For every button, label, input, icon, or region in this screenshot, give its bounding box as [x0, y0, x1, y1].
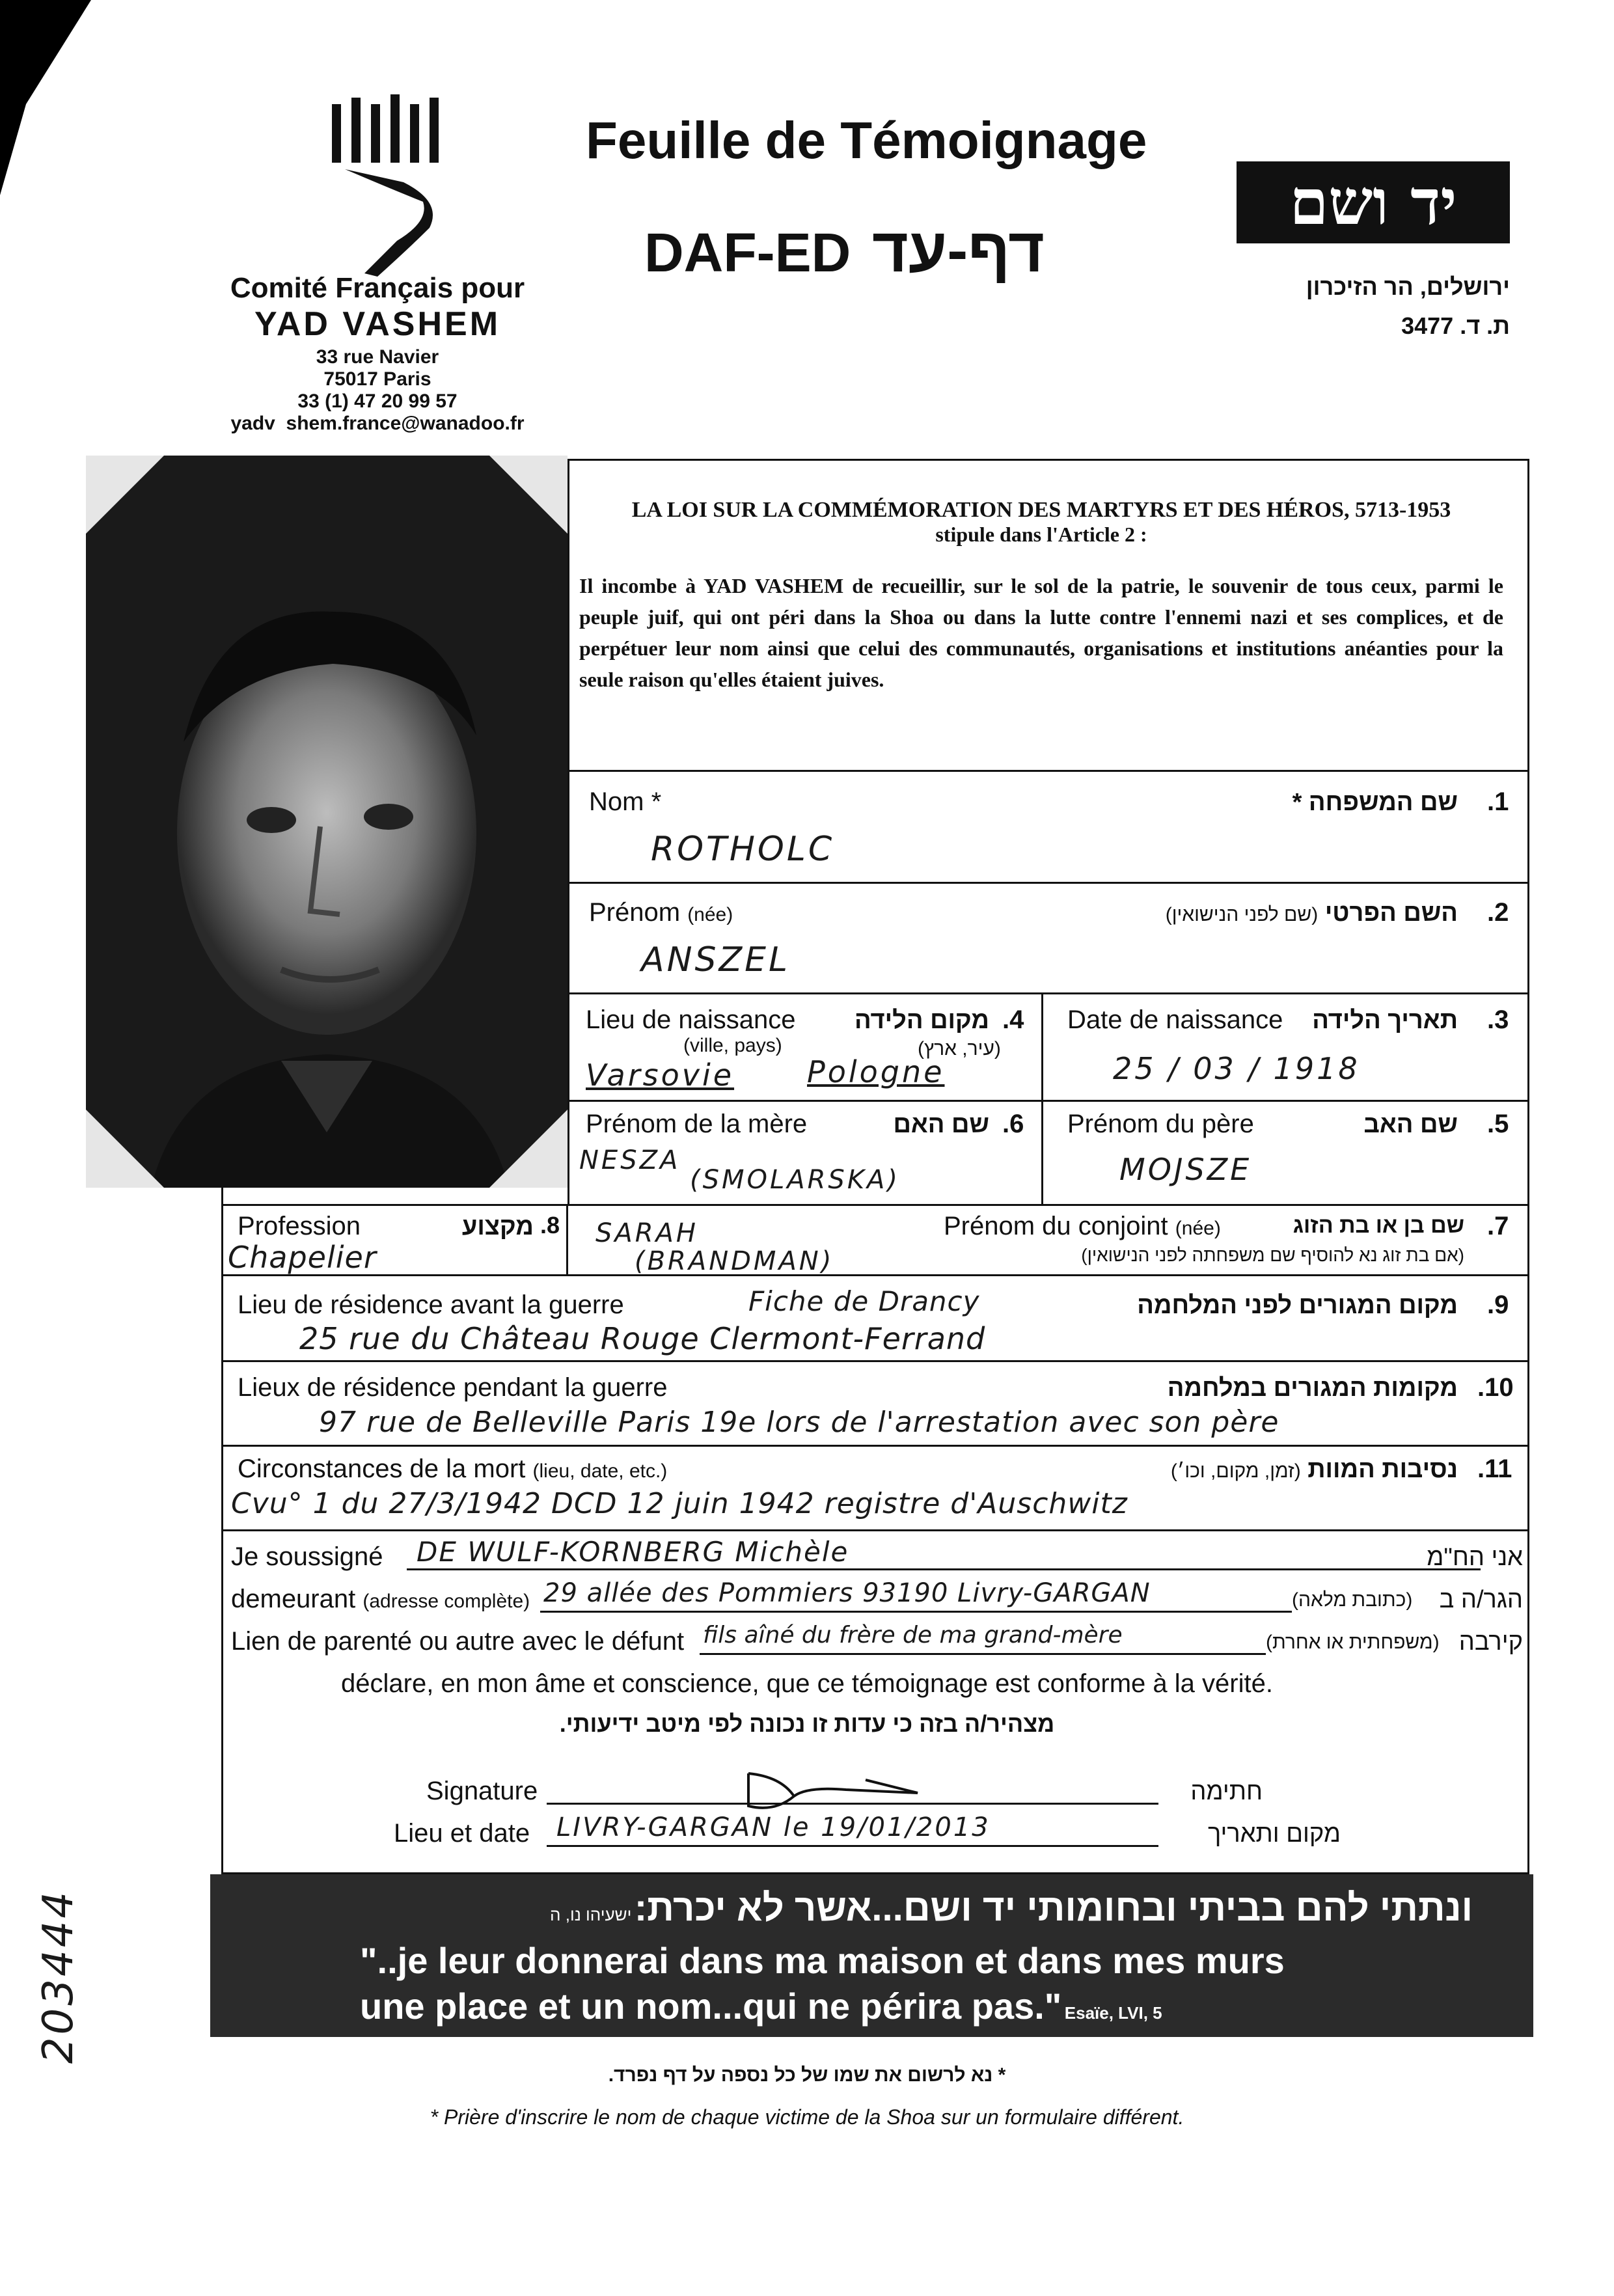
demeurant-label [231, 1585, 530, 1614]
field-prenom-heb [1106, 899, 1458, 927]
field-conjoint-label-small: (née) [1175, 1218, 1221, 1239]
field-residence-pendant-heb: מקומות המגורים במלחמה [1167, 1374, 1458, 1402]
field-mere-value1: NESZA [579, 1145, 681, 1175]
grid-line [221, 1445, 1529, 1447]
field-pere-label: Prénom du père [1067, 1110, 1254, 1138]
field-residence-avant-heb: מקום המגורים לפני המלחמה [1137, 1292, 1458, 1319]
page-title: Feuille de Témoignage [586, 111, 1147, 169]
committee-address2: 75017 Paris [323, 368, 431, 390]
field-lieu-naissance-num: .4 [1002, 1005, 1024, 1034]
field-date-naissance-value: 25 / 03 / 1918 [1113, 1051, 1360, 1086]
soussigne-value: DE WULF-KORNBERG Michèle [417, 1536, 849, 1568]
field-lieu-naissance-label: Lieu de naissance [586, 1005, 796, 1034]
lien-label: Lien de parenté ou autre avec le défunt [231, 1627, 685, 1656]
grid-line [221, 1360, 1529, 1362]
lieudate-value: LIVRY-GARGAN le 19/01/2013 [556, 1812, 991, 1842]
committee-line1: Comité Français pour [230, 272, 525, 304]
declare-fr: déclare, en mon âme et conscience, que ce témoignage est conforme à la vérité. [341, 1669, 1273, 1698]
field-date-naissance-heb: תאריך הלידה [1312, 1007, 1458, 1034]
demeurant-label-small: (adresse complète) [362, 1591, 530, 1612]
torn-corner [0, 0, 98, 208]
banner-fr-line1: "..je leur donnerai dans ma maison et dans mes murs [360, 1940, 1285, 1981]
field-circonstances-label [238, 1455, 667, 1484]
yad-vashem-emblem [325, 91, 456, 280]
field-lieu-naissance-country: Pologne [807, 1054, 945, 1089]
field-lieu-naissance-small: (ville, pays) [683, 1035, 782, 1056]
footer-heb-note: * נא לרשום את שמו של כל נספה על דף נפרד. [608, 2064, 1006, 2086]
committee-block [195, 272, 560, 435]
grid-line [568, 459, 569, 1204]
soussigne-line [407, 1568, 1481, 1570]
grid-line [568, 882, 1529, 884]
field-conjoint-heb-small: (אם בת זוג נא להוסיף שם משפחתה לפני הנישואין) [1081, 1245, 1464, 1265]
banner-fr-line2-text: une place et un nom...qui ne périra pas." [360, 1986, 1062, 2027]
field-residence-avant-value: 25 rue du Château Rouge Clermont-Ferrand [299, 1321, 986, 1356]
field-mere-label: Prénom de la mère [586, 1110, 808, 1138]
demeurant-heb: הגר/ה ב [1439, 1586, 1523, 1613]
lien-heb-small: (משפחתית או אחרת) [1266, 1632, 1440, 1653]
signature-heb: חתימה [1190, 1778, 1263, 1805]
field-mere-num: .6 [1002, 1110, 1024, 1138]
field-lieu-naissance-heb: מקום הלידה [855, 1007, 989, 1034]
lieudate-label: Lieu et date [394, 1819, 530, 1848]
field-residence-avant-num: .9 [1487, 1291, 1509, 1319]
field-residence-pendant-value: 97 rue de Belleville Paris 19e lors de l'arrestation avec son père [319, 1406, 1279, 1439]
grid-line [568, 1100, 1529, 1102]
lien-value: fils aîné du frère de ma grand-mère [703, 1622, 1123, 1648]
field-conjoint-label [944, 1212, 1221, 1241]
lieudate-line [547, 1845, 1158, 1847]
side-number: 203444 [34, 1889, 83, 2064]
soussigne-label: Je soussigné [231, 1542, 383, 1571]
field-residence-pendant-num: .10 [1477, 1373, 1514, 1402]
declare-heb: מצהיר/ה בזה כי עדות זו נכונה לפי מיטב ידיעותי. [559, 1710, 1055, 1737]
demeurant-line [540, 1611, 1292, 1613]
signature-mark [735, 1767, 931, 1812]
demeurant-label-text: demeurant [231, 1585, 356, 1613]
field-date-naissance-num: .3 [1487, 1005, 1509, 1034]
field-profession-label: Profession [238, 1212, 361, 1240]
banner-fr-ref: Esaïe, LVI, 5 [1064, 2003, 1162, 2023]
quote-banner [210, 1874, 1533, 2037]
field-prenom-label [589, 898, 733, 927]
demeurant-value: 29 allée des Pommiers 93190 Livry-GARGAN [543, 1578, 1151, 1608]
committee-address1: 33 rue Navier [316, 346, 439, 368]
field-profession-value: Chapelier [228, 1240, 377, 1275]
jerusalem-line: ירושלים, הר הזיכרון [1306, 273, 1510, 300]
grid-line [1041, 992, 1043, 1204]
dafed-latin: DAF-ED [644, 222, 851, 283]
field-date-naissance-label: Date de naissance [1067, 1005, 1283, 1034]
field-prenom-heb-small: (שם לפני הנישואין) [1165, 904, 1319, 925]
grid-line [566, 1204, 568, 1274]
footer-fr-note: * Prière d'inscrire le nom de chaque victime de la Shoa sur un formulaire différent. [430, 2105, 1184, 2129]
grid-line [221, 1204, 1529, 1206]
field-circonstances-num: .11 [1477, 1455, 1512, 1483]
field-prenom-heb-text: השם הפרטי [1324, 899, 1458, 927]
banner-fr-line2 [360, 1985, 1162, 2027]
field-conjoint-num: .7 [1487, 1212, 1509, 1240]
field-nom-value: ROTHOLC [651, 830, 835, 869]
field-circonstances-heb-text: נסיבות המוות [1307, 1456, 1458, 1483]
field-residence-avant-label: Lieu de résidence avant la guerre [238, 1291, 624, 1319]
grid-line [568, 770, 1529, 772]
field-circonstances-heb [1132, 1456, 1458, 1484]
field-conjoint-value2: (BRANDMAN) [635, 1246, 834, 1276]
grid-line [568, 992, 1529, 994]
banner-heb-quote: ונתתי להם בביתי ובחומותי יד ושם...אשר לא יכרת: [634, 1887, 1473, 1929]
field-conjoint-label-text: Prénom du conjoint [944, 1212, 1168, 1240]
yad-vashem-logo: יד ושם [1237, 161, 1510, 243]
lien-heb: קירבה [1458, 1628, 1523, 1656]
law-box [579, 498, 1503, 695]
dafed-hebrew: דף-עד [872, 215, 1045, 285]
field-pere-num: .5 [1487, 1110, 1509, 1138]
field-prenom-value: ANSZEL [641, 940, 790, 979]
field-profession-heb: מקצוע [461, 1213, 534, 1240]
field-lieu-naissance-city: Varsovie [586, 1058, 735, 1093]
lien-line [700, 1653, 1266, 1655]
victim-photo [86, 456, 568, 1188]
field-mere-heb: שם האם [893, 1111, 989, 1138]
demeurant-heb-small: (כתובת מלאה) [1292, 1589, 1413, 1611]
field-nom-heb: שם המשפחה * [1292, 789, 1458, 816]
signature-label: Signature [426, 1777, 538, 1805]
committee-phone: 33 (1) 47 20 99 57 [297, 390, 458, 412]
committee-line2: YAD VASHEM [254, 305, 501, 343]
field-lieu-naissance-heb-small: (עיר, ארץ) [918, 1038, 1001, 1059]
banner-heb-ref: ישעיהו נו, ה [550, 1905, 632, 1924]
field-conjoint-heb: שם בן או בת הזוג [1293, 1213, 1464, 1238]
field-prenom-num: .2 [1487, 898, 1509, 927]
law-title: LA LOI SUR LA COMMÉMORATION DES MARTYRS ET DES HÉROS, 5713-1953 [631, 498, 1451, 522]
field-nom-num: .1 [1487, 787, 1509, 816]
field-nom-label: Nom * [589, 787, 662, 816]
field-prenom-label-text: Prénom [589, 898, 681, 927]
field-pere-value: MOJSZE [1119, 1152, 1252, 1187]
field-residence-avant-note: Fiche de Drancy [748, 1285, 980, 1317]
field-residence-pendant-label: Lieux de résidence pendant la guerre [238, 1373, 668, 1402]
field-circonstances-label-small: (lieu, date, etc.) [532, 1460, 668, 1482]
lieudate-heb: מקום ותאריך [1207, 1820, 1341, 1848]
field-circonstances-heb-small: (זמן, מקום, וכו׳) [1170, 1460, 1301, 1482]
grid-line [221, 1274, 1529, 1276]
field-circonstances-value: Cvu° 1 du 27/3/1942 DCD 12 juin 1942 registre d'Auschwitz [231, 1487, 1128, 1520]
banner-heb-line [366, 1886, 1473, 1930]
committee-email: yadv shem.france@wanadoo.fr [230, 413, 525, 434]
grid-line [221, 1529, 1529, 1531]
field-circonstances-label-text: Circonstances de la mort [238, 1455, 526, 1483]
field-conjoint-value1: SARAH [595, 1218, 698, 1248]
field-profession-num: .8 [540, 1212, 560, 1238]
soussigne-heb: אני הח"מ [1427, 1544, 1523, 1571]
field-prenom-label-small: (née) [687, 904, 733, 925]
pobox-line: ת. ד. 3477 [1401, 312, 1510, 339]
law-subtitle: stipule dans l'Article 2 : [935, 523, 1147, 546]
field-mere-value2: (SMOLARSKA) [690, 1165, 901, 1195]
law-body: Il incombe à YAD VASHEM de recueillir, sur le sol de la patrie, le souvenir de tous ceux, parmi le peuple juif, qui ont péri dans la Shoa ou dans la lutte contre l'ennemi nazi et ses complices, et de perpétuer leur nom ainsi que celui des communautés, organisations et institutions anéanties pour la seule raison qu'elles étaient juives. [579, 574, 1503, 691]
field-pere-heb: שם האב [1363, 1111, 1458, 1138]
